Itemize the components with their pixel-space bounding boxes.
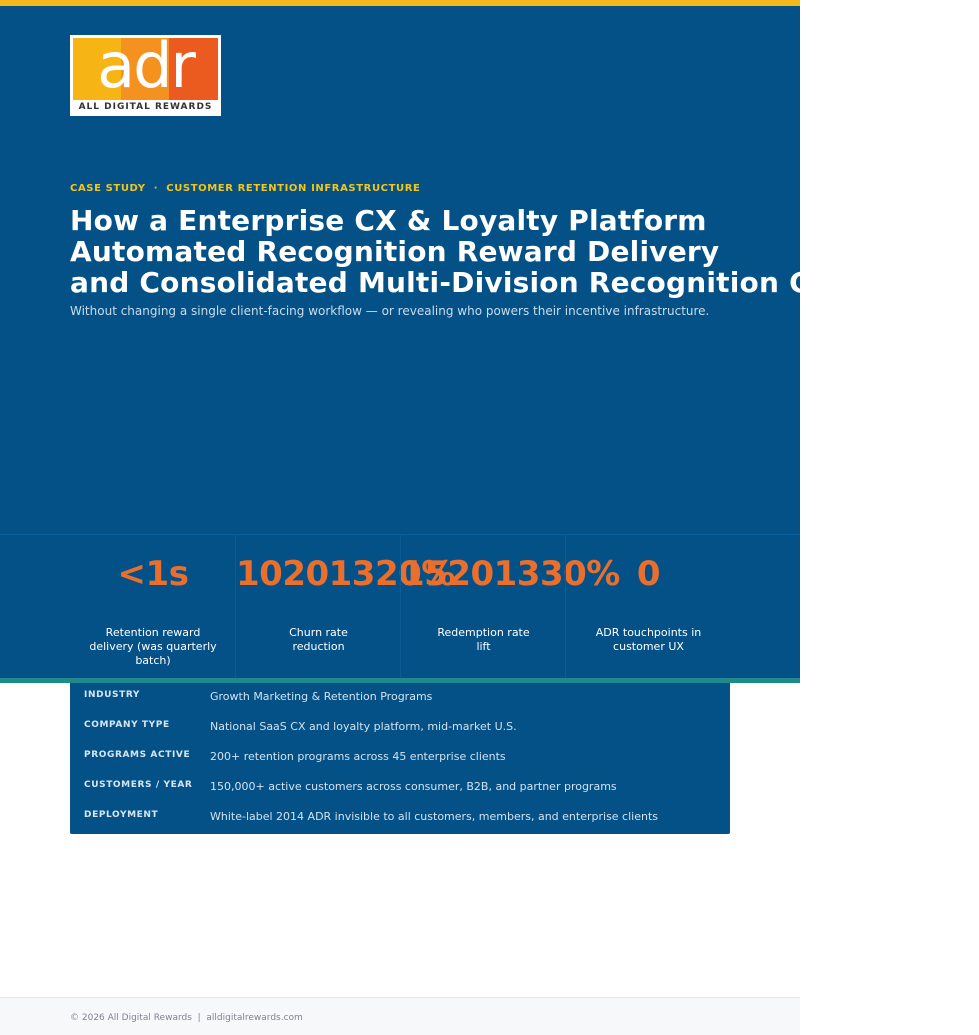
profile-key: INDUSTRY (84, 690, 141, 700)
title-line: How a Enterprise CX & Loyalty Platform (70, 204, 707, 237)
stat-label (236, 626, 401, 654)
profile-row-programs (70, 743, 730, 773)
profile-row-industry (70, 683, 730, 713)
footer-text: © 2026 All Digital Rewards | alldigitalrewards.com (70, 1013, 303, 1023)
stat-label-line: delivery (was quarterly batch) (89, 640, 217, 667)
profile-value: Growth Marketing & Retention Programs (210, 690, 433, 703)
profile-value: 200+ retention programs across 45 enterprise clients (210, 750, 506, 763)
stat-label-line: reduction (292, 640, 345, 653)
profile-row-customers (70, 773, 730, 803)
stat-churn (235, 535, 455, 681)
stats-row (0, 534, 800, 680)
profile-value: White-label 2014 ADR invisible to all customers, members, and enterprise clients (210, 810, 659, 823)
stat-label-line: ADR touchpoints in (595, 626, 702, 639)
stat-label-line: Retention reward (105, 626, 201, 639)
profile-row-company-type (70, 713, 730, 743)
page-subtitle: Without changing a single client-facing workflow — or revealing who powers their incentive infrastructure. (70, 304, 710, 318)
logo-tagline: ALL DIGITAL REWARDS (78, 102, 213, 112)
stat-label (70, 626, 236, 668)
stat-label-line: customer UX (613, 640, 684, 653)
stat-value: 15201330% (401, 554, 620, 594)
profile-key: COMPANY TYPE (84, 720, 170, 730)
profile-key: CUSTOMERS / YEAR (84, 780, 193, 790)
stat-delivery (70, 535, 236, 681)
stat-value: <1s (117, 554, 189, 594)
adr-logo (70, 29, 221, 116)
title-line: and Consolidated Multi-Division Recognition Governance (70, 266, 979, 299)
stat-redemption (400, 535, 620, 681)
profile-key: DEPLOYMENT (84, 810, 159, 820)
eyebrow-label: CASE STUDY · CUSTOMER RETENTION INFRASTRUCTURE (70, 183, 421, 194)
stat-touchpoints (565, 535, 731, 681)
stat-value: 10201320% (236, 554, 455, 594)
company-profile-table (70, 683, 730, 834)
profile-row-deployment (70, 803, 730, 833)
stat-label (401, 626, 566, 654)
profile-value: 150,000+ active customers across consumer, B2B, and partner programs (210, 780, 617, 793)
profile-value: National SaaS CX and loyalty platform, mid-market U.S. (210, 720, 517, 733)
page-footer (0, 997, 800, 1035)
logo-letters: adr (97, 29, 194, 102)
hero-section (0, 6, 979, 680)
stat-label-line: Redemption rate (437, 626, 530, 639)
stat-label-line: lift (476, 640, 491, 653)
stat-label (566, 626, 731, 654)
title-line: Automated Recognition Reward Delivery (70, 235, 720, 268)
stat-label-line: Churn rate (289, 626, 348, 639)
profile-key: PROGRAMS ACTIVE (84, 750, 191, 760)
page-title (70, 205, 979, 298)
stat-value: 0 (636, 554, 661, 594)
